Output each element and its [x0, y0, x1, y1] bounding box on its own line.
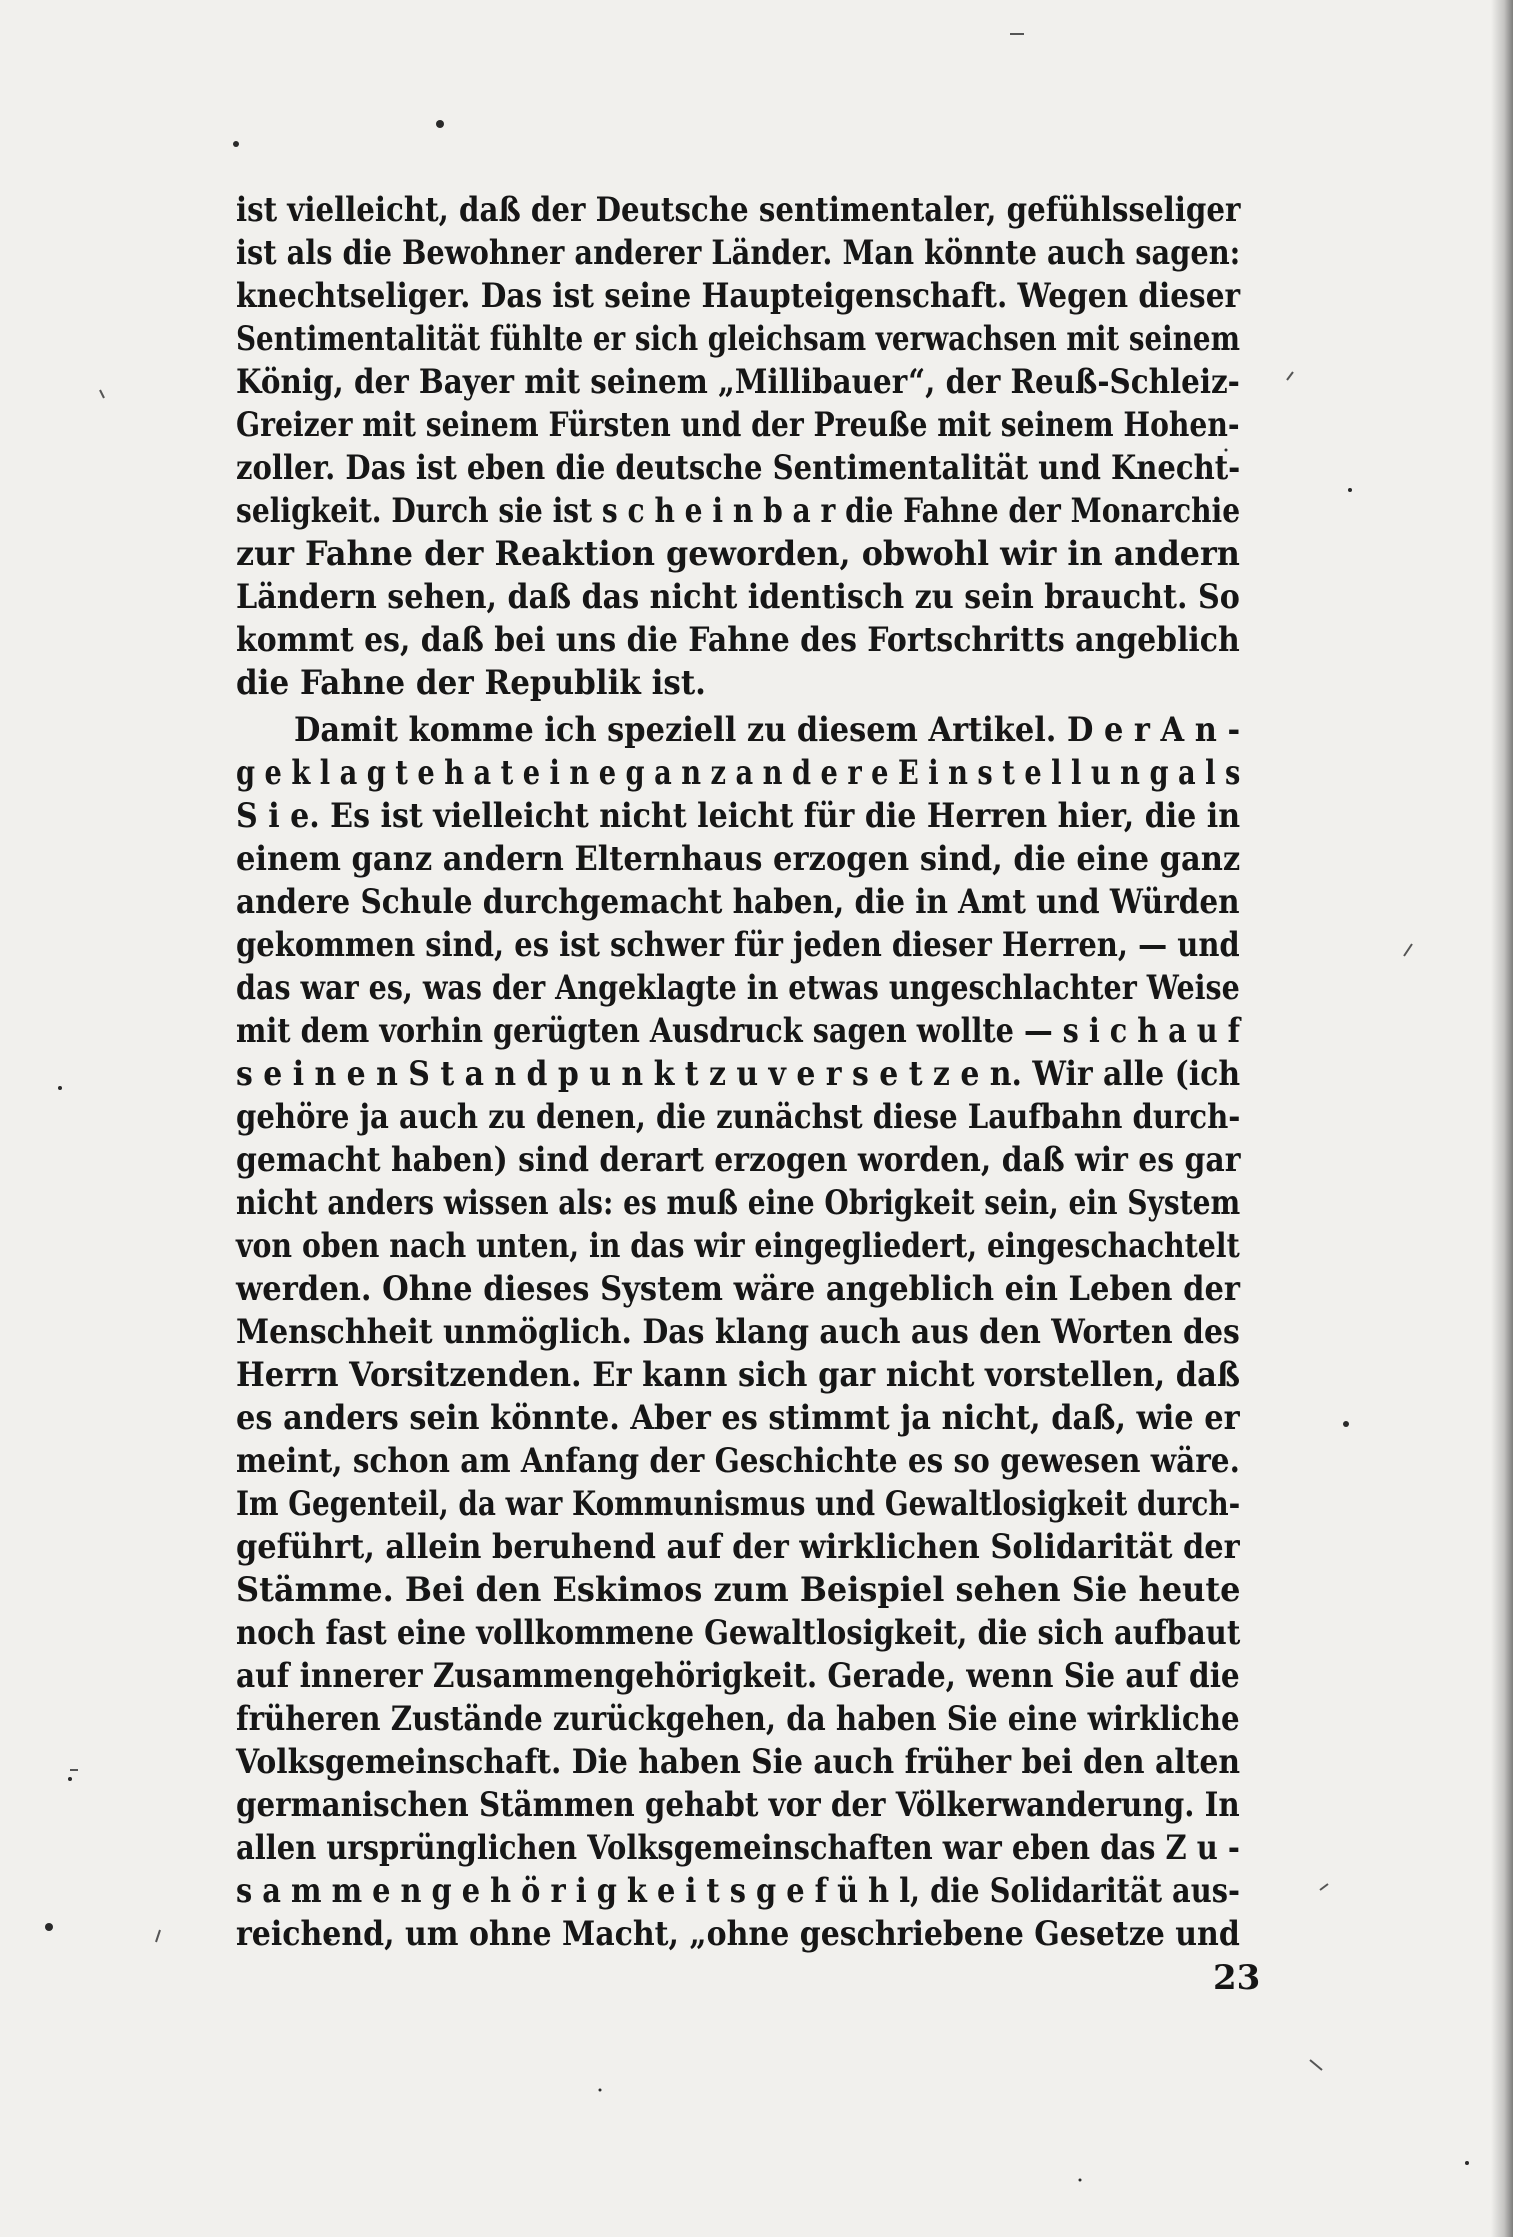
text-line: Herrn Vorsitzenden. Er kann sich gar nicht vorstellen, daß — [236, 1355, 1241, 1394]
page-number: 23 — [1213, 1958, 1261, 1998]
text-line: gehöre ja auch zu denen, die zunächst diese Laufbahn durch- — [236, 1097, 1241, 1136]
text-line: g e k l a g t e h a t e i n e g a n z a n d e r e E i n s t e l l u n g a l s — [236, 753, 1241, 792]
text-line: zur Fahne der Reaktion geworden, obwohl wir in andern — [236, 534, 1240, 573]
text-line: Stämme. Bei den Eskimos zum Beispiel sehen Sie heute — [236, 1570, 1241, 1609]
text-line: Damit komme ich speziell zu diesem Artikel. D e r A n - — [294, 710, 1241, 749]
text-line: meint, schon am Anfang der Geschichte es so gewesen wäre. — [236, 1441, 1240, 1480]
text-line: es anders sein könnte. Aber es stimmt ja nicht, daß, wie er — [236, 1398, 1240, 1437]
text-line: Greizer mit seinem Fürsten und der Preuße mit seinem Hohen- — [236, 405, 1240, 444]
text-line: knechtseliger. Das ist seine Haupteigenschaft. Wegen dieser — [236, 276, 1241, 315]
text-line: ist vielleicht, daß der Deutsche sentimentaler, gefühlsseliger — [236, 190, 1241, 229]
text-line: früheren Zustände zurückgehen, da haben Sie eine wirkliche — [236, 1699, 1240, 1738]
text-line: nicht anders wissen als: es muß eine Obrigkeit sein, ein System — [236, 1183, 1241, 1222]
text-line: gekommen sind, es ist schwer für jeden dieser Herren, — und — [236, 925, 1240, 964]
text-line: reichend, um ohne Macht, „ohne geschriebene Gesetze und — [236, 1914, 1240, 1953]
text-line: gemacht haben) sind derart erzogen worden, daß wir es gar — [236, 1140, 1241, 1179]
text-line: Sentimentalität fühlte er sich gleichsam verwachsen mit seinem — [236, 319, 1240, 358]
text-line: von oben nach unten, in das wir eingegliedert, eingeschachtelt — [236, 1226, 1240, 1265]
text-line: das war es, was der Angeklagte in etwas ungeschlachter Weise — [236, 968, 1240, 1007]
text-line: s a m m e n g e h ö r i g k e i t s g e f ü h l, die Solidarität aus- — [236, 1871, 1240, 1910]
text-line: S i e. Es ist vielleicht nicht leicht für die Herren hier, die in — [236, 796, 1241, 835]
text-line: Volksgemeinschaft. Die haben Sie auch früher bei den alten — [236, 1742, 1241, 1781]
text-line: allen ursprünglichen Volksgemeinschaften war eben das Z u - — [236, 1828, 1240, 1867]
text-line: andere Schule durchgemacht haben, die in Amt und Würden — [236, 882, 1240, 921]
text-line: König, der Bayer mit seinem „Millibauer“, der Reuß-Schleiz- — [236, 362, 1240, 401]
page-edge-shadow — [1491, 0, 1513, 2237]
text-line: die Fahne der Republik ist. — [236, 663, 706, 702]
text-line: Ländern sehen, daß das nicht identisch zu sein braucht. So — [236, 577, 1240, 616]
text-line: seligkeit. Durch sie ist s c h e i n b a r die Fahne der Monarchie — [236, 491, 1241, 530]
text-line: s e i n e n S t a n d p u n k t z u v e r s e t z e n. Wir alle (ich — [236, 1054, 1241, 1093]
text-line: ist als die Bewohner anderer Länder. Man könnte auch sagen: — [236, 233, 1241, 272]
text-line: geführt, allein beruhend auf der wirklichen Solidarität der — [236, 1527, 1240, 1566]
text-line: werden. Ohne dieses System wäre angeblich ein Leben der — [236, 1269, 1241, 1308]
text-line: mit dem vorhin gerügten Ausdruck sagen wollte — s i c h a u f — [236, 1011, 1240, 1050]
text-line: einem ganz andern Elternhaus erzogen sind, die eine ganz — [236, 839, 1241, 878]
text-line: Im Gegenteil, da war Kommunismus und Gewaltlosigkeit durch- — [236, 1484, 1241, 1523]
text-line: noch fast eine vollkommene Gewaltlosigkeit, die sich aufbaut — [236, 1613, 1241, 1652]
text-line: Menschheit unmöglich. Das klang auch aus den Worten des — [236, 1312, 1240, 1351]
text-line: zoller. Das ist eben die deutsche Sentimentalität und Knecht- — [236, 448, 1241, 487]
text-line: germanischen Stämmen gehabt vor der Völkerwanderung. In — [236, 1785, 1240, 1824]
text-line: kommt es, daß bei uns die Fahne des Fortschritts angeblich — [236, 620, 1240, 659]
text-line: auf innerer Zusammengehörigkeit. Gerade, wenn Sie auf die — [236, 1656, 1240, 1695]
